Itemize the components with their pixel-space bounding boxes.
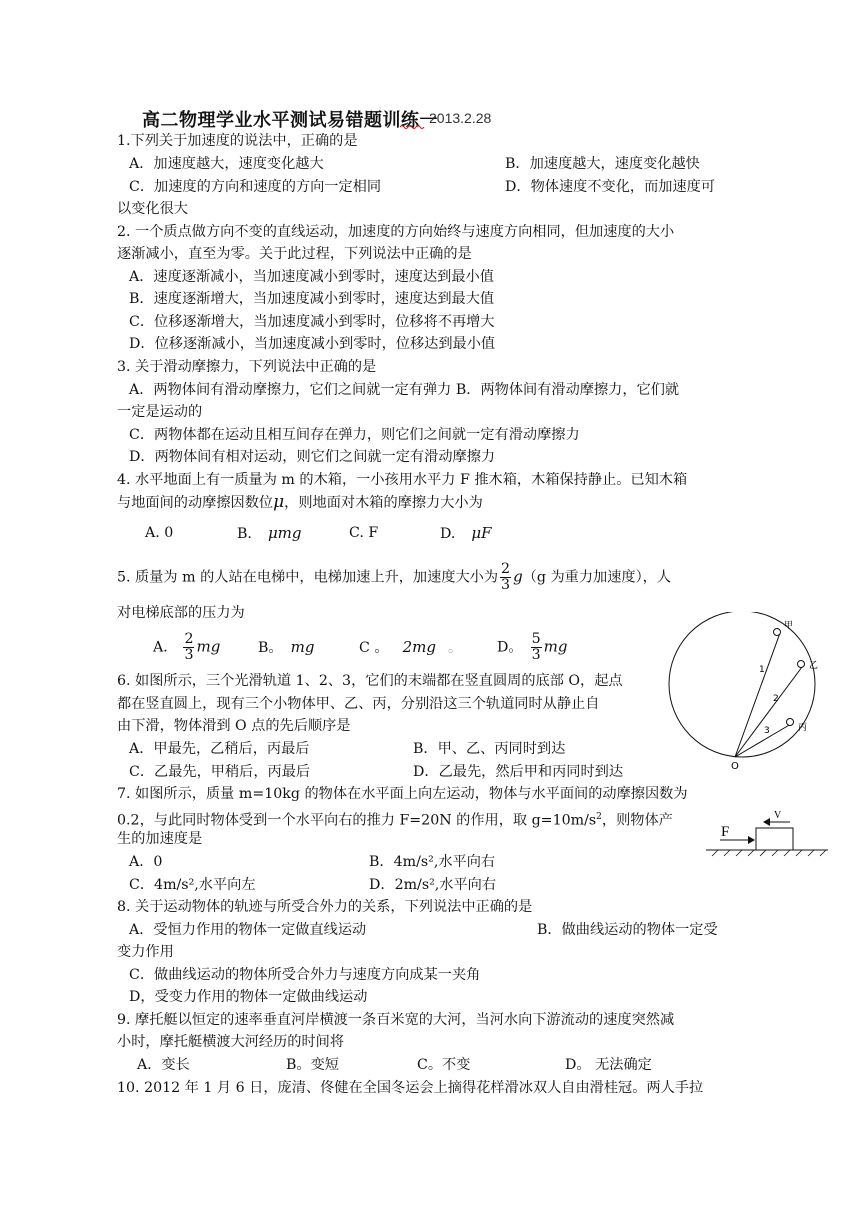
question-stem-continued: 0.2，与此同时物体受到一个水平向右的推力 F=20N 的作用，取 $g=10m/s^2$，则物体产 — [117, 812, 673, 829]
track-3 — [735, 724, 791, 757]
option-b: B．4m/s²,水平向右 — [369, 854, 496, 870]
fraction — [531, 632, 542, 663]
option-b: B．速度逐渐增大，当加速度减小到零时，速度达到最大值 — [129, 291, 495, 307]
stem-text-tail: ，则地面对木箱的摩擦力大小为 — [284, 495, 483, 511]
question-stem-continued: 由下滑，物体滑到 O 点的先后顺序是 — [117, 718, 351, 734]
fraction-numerator: 2 — [501, 561, 511, 577]
option-label: C 。 — [359, 640, 389, 656]
ground-hatching — [712, 850, 826, 856]
track-2 — [735, 667, 802, 757]
fraction — [183, 632, 194, 663]
mu-symbol: μ — [273, 492, 285, 512]
option-a — [153, 632, 220, 663]
track-number-1: 1 — [759, 665, 765, 675]
option-value: μF — [471, 524, 492, 542]
question-stem-continued: 生的加速度是 — [117, 831, 203, 847]
fraction-denominator: 3 — [501, 577, 511, 593]
option-label: B. — [237, 526, 252, 542]
stem-text-tail: ，则物体产 — [601, 812, 673, 829]
question-stem: 8. 关于运动物体的轨迹与所受合外力的关系，下列说法中正确的是 — [117, 899, 533, 915]
fraction-denominator: 3 — [184, 647, 194, 663]
option-a: A．变长 — [137, 1057, 190, 1073]
option-unit: mg — [196, 637, 221, 656]
question-stem-continued: 小时，摩托艇横渡大河经历的时间将 — [117, 1034, 345, 1050]
option-c: C．做曲线运动的物体所受合外力与速度方向成某一夹角 — [129, 967, 481, 983]
option-b-continued: 变力作用 — [117, 944, 174, 960]
option-a: A．加速度越大，速度变化越大 — [129, 156, 324, 172]
question-stem-continued: 都在竖直圆上，现有三个小物体甲、乙、丙，分别沿这三个轨道同时从静止自 — [117, 696, 600, 712]
option-d — [440, 523, 492, 544]
option-c — [359, 637, 462, 658]
question-stem-continued — [117, 492, 483, 513]
option-unit: mg — [543, 637, 568, 656]
object-bing — [787, 719, 794, 726]
page-title: 高二物理学业水平测试易错题训练一 — [142, 110, 438, 131]
force-arrowhead — [748, 836, 755, 844]
block-force-figure — [702, 808, 830, 864]
circle-tracks-figure — [664, 612, 832, 772]
question-stem: 9. 摩托艇以恒定的速率垂直河岸横渡一条百米宽的大河，当河水向下游流动的速度突然减 — [117, 1012, 675, 1028]
option-label: D. — [440, 526, 456, 542]
option-a: A．速度逐渐减小，当加速度减小到零时，速度达到最小值 — [129, 269, 494, 285]
stem-text: 与地面间的动摩擦因数位 — [117, 495, 274, 511]
object-jia — [774, 629, 781, 636]
stem-text-tail: （g 为重力加速度），人 — [522, 569, 672, 586]
option-d: D。 无法确定 — [565, 1057, 652, 1073]
option-c: C．4m/s²,水平向左 — [129, 877, 256, 893]
option-b: B．甲、乙、丙同时到达 — [413, 741, 566, 757]
fraction-numerator: 5 — [531, 631, 541, 647]
option-a: A. 0 — [145, 525, 174, 541]
option-b-continued: 一定是运动的 — [117, 404, 203, 420]
option-c: C．加速度的方向和速度的方向一定相同 — [129, 179, 382, 195]
stem-text: 0.2，与此同时物体受到一个水平向右的推力 F=20N 的作用，取 g=10m/s — [117, 812, 597, 829]
option-value: 2mg — [402, 638, 436, 656]
option-b — [258, 637, 314, 658]
question-stem: 7. 如图所示，质量 m=10kg 的物体在水平面上向左运动，物体与水平面间的动摩擦因数为 — [117, 786, 688, 802]
label-bing: 丙 — [798, 723, 808, 733]
object-yi — [798, 661, 805, 668]
point-o-label: O — [731, 761, 739, 772]
option-label: A． — [153, 639, 178, 656]
track-number-3: 3 — [764, 726, 770, 736]
option-b: B。变短 — [286, 1057, 339, 1073]
option-a: A．甲最先，乙稍后，丙最后 — [129, 741, 310, 757]
option-b: B．做曲线运动的物体一定受 — [537, 922, 718, 938]
question-stem-continued: 逐渐减小，直至为零。关于此过程，下列说法中正确的是 — [117, 246, 472, 262]
force-label: F — [721, 824, 730, 840]
question-stem — [117, 562, 671, 593]
question-stem: 1.下列关于加速度的说法中，正确的是 — [117, 133, 358, 149]
option-tail: 。 — [447, 640, 463, 656]
option-d: D．位移逐渐减小，当加速度减小到零时，位移达到最小值 — [129, 336, 496, 352]
track-number-2: 2 — [773, 694, 779, 704]
option-d: D．2m/s²,水平向右 — [369, 877, 497, 893]
option-a-b: A．两物体间有滑动摩擦力，它们之间就一定有弹力 B．两物体间有滑动摩擦力，它们就 — [129, 382, 680, 398]
option-d: D．物体速度不变化，而加速度可 — [505, 179, 716, 195]
option-c: C．位移逐渐增大，当加速度减小到零时，位移将不再增大 — [129, 314, 495, 330]
option-d-continued: 以变化很大 — [117, 201, 188, 217]
question-stem: 4. 水平地面上有一质量为 m 的木箱，一小孩用水平力 F 推木箱，木箱保持静止。已知木箱 — [117, 472, 688, 488]
option-c: C. F — [349, 525, 379, 541]
fraction-numerator: 2 — [184, 631, 194, 647]
option-a: A．0 — [129, 854, 163, 870]
option-label: B。 — [258, 640, 283, 656]
question-stem: 6. 如图所示，三个光滑轨道 1、2、3，它们的末端都在竖直圆周的底部 O，起点 — [117, 673, 623, 689]
option-value: mg — [290, 638, 315, 656]
g-symbol: g — [513, 567, 523, 586]
page-date: 2013.2.28 — [429, 110, 492, 126]
option-a: A．受恒力作用的物体一定做直线运动 — [129, 922, 367, 938]
label-jia: 甲 — [784, 621, 794, 631]
label-yi: 乙 — [809, 661, 819, 671]
option-d — [497, 632, 567, 663]
fraction — [500, 562, 511, 593]
option-d: D．乙最先，然后甲和丙同时到达 — [413, 764, 624, 780]
option-d: D，受变力作用的物体一定做曲线运动 — [129, 989, 368, 1005]
block — [756, 828, 793, 850]
option-c: C。不变 — [417, 1057, 471, 1073]
option-d: D．两物体间有相对运动，则它们之间就一定有滑动摩擦力 — [129, 449, 496, 465]
option-value: μmg — [267, 524, 302, 542]
spellcheck-underline — [400, 124, 426, 130]
option-label: D。 — [497, 639, 523, 656]
option-c: C．乙最先，甲稍后，丙最后 — [129, 764, 311, 780]
option-c: C．两物体都在运动且相互间存在弹力，则它们之间就一定有滑动摩擦力 — [129, 427, 580, 443]
velocity-arrowhead — [763, 818, 770, 826]
option-b — [237, 523, 302, 544]
vertical-circle — [669, 612, 815, 757]
velocity-label: V — [774, 810, 782, 821]
question-stem: 3. 关于滑动摩擦力，下列说法中正确的是 — [117, 359, 377, 375]
fraction-denominator: 3 — [531, 647, 541, 663]
question-stem: 2. 一个质点做方向不变的直线运动，加速度的方向始终与速度方向相同，但加速度的大小 — [117, 224, 675, 240]
stem-text: 5. 质量为 m 的人站在电梯中，电梯加速上升，加速度大小为 — [117, 569, 499, 586]
question-stem-continued: 对电梯底部的压力为 — [117, 605, 245, 621]
question-stem: 10. 2012 年 1 月 6 日，庞清、佟健在全国冬运会上摘得花样滑冰双人自由滑桂冠。两人手拉 — [117, 1080, 704, 1096]
option-b: B．加速度越大，速度变化越快 — [505, 156, 700, 172]
